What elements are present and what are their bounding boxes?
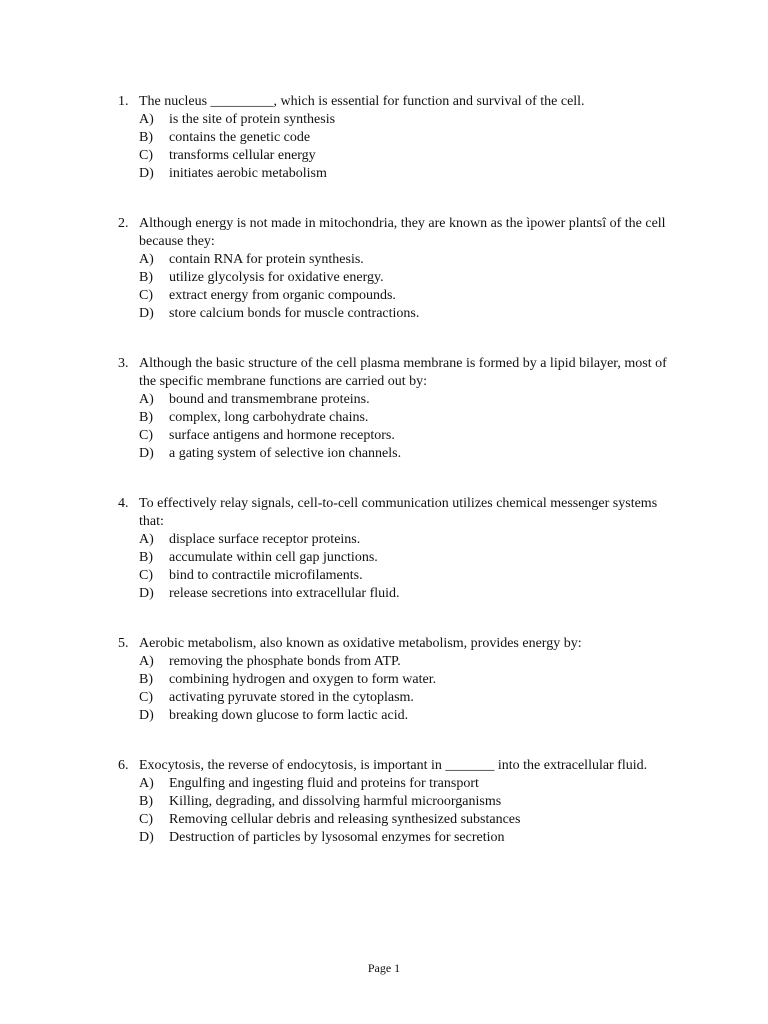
answer-choice-d [139,829,678,847]
choice-letter: A) [139,392,154,407]
question-number: 3. [118,356,129,371]
choice-letter: A) [139,654,154,669]
answer-choices [139,531,678,603]
choice-text: transforms cellular energy [169,148,316,163]
choice-letter: A) [139,252,154,267]
question-1 [118,93,678,183]
question-text: Although the basic structure of the cell plasma membrane is formed by a lipid bilayer, most of the specific membrane functions are carried out by: [139,356,667,389]
answer-choice-a [139,111,678,129]
choice-letter: C) [139,568,153,583]
answer-choice-c [139,287,678,305]
choice-text: contains the genetic code [169,130,311,145]
question-text: The nucleus _________, which is essential for function and survival of the cell. [139,94,585,109]
question-list [118,93,678,879]
answer-choice-c [139,147,678,165]
choice-text: a gating system of selective ion channels. [169,446,402,461]
choice-text: release secretions into extracellular fluid. [169,586,400,601]
choice-text: bind to contractile microfilaments. [169,568,363,583]
choice-text: complex, long carbohydrate chains. [169,410,369,425]
choice-text: Engulfing and ingesting fluid and proteins for transport [169,776,479,791]
choice-letter: C) [139,812,153,827]
choice-text: breaking down glucose to form lactic acid. [169,708,409,723]
answer-choices [139,775,678,847]
choice-letter: A) [139,532,154,547]
answer-choice-b [139,671,678,689]
answer-choice-b [139,129,678,147]
question-text: Aerobic metabolism, also known as oxidative metabolism, provides energy by: [139,636,582,651]
choice-letter: D) [139,306,154,321]
question-text: To effectively relay signals, cell-to-cell communication utilizes chemical messenger systems that: [139,496,665,529]
choice-letter: C) [139,148,153,163]
question-number: 5. [118,636,129,651]
choice-letter: C) [139,428,153,443]
choice-letter: B) [139,672,153,687]
choice-letter: C) [139,690,153,705]
question-6 [118,757,678,847]
answer-choices [139,111,678,183]
choice-letter: D) [139,708,154,723]
choice-letter: B) [139,270,153,285]
choice-text: displace surface receptor proteins. [169,532,361,547]
answer-choice-d [139,707,678,725]
answer-choice-d [139,585,678,603]
answer-choice-c [139,811,678,829]
choice-letter: B) [139,410,153,425]
choice-letter: C) [139,288,153,303]
question-3 [118,355,678,463]
answer-choice-d [139,445,678,463]
answer-choice-a [139,251,678,269]
choice-letter: D) [139,446,154,461]
question-2 [118,215,678,323]
choice-letter: B) [139,794,153,809]
choice-letter: D) [139,166,154,181]
choice-text: combining hydrogen and oxygen to form water. [169,672,437,687]
choice-letter: B) [139,550,153,565]
choice-text: Removing cellular debris and releasing synthesized substances [169,812,521,827]
answer-choice-d [139,305,678,323]
answer-choice-a [139,391,678,409]
question-text: Although energy is not made in mitochondria, they are known as the ìpower plantsî of the cell because they: [139,216,666,249]
answer-choice-b [139,409,678,427]
question-5 [118,635,678,725]
choice-text: contain RNA for protein synthesis. [169,252,364,267]
choice-letter: A) [139,112,154,127]
question-number: 4. [118,496,129,511]
page-footer [0,961,768,976]
answer-choice-a [139,775,678,793]
answer-choices [139,653,678,725]
choice-text: Killing, degrading, and dissolving harmful microorganisms [169,794,502,809]
choice-letter: D) [139,830,154,845]
question-4 [118,495,678,603]
answer-choice-b [139,549,678,567]
choice-text: extract energy from organic compounds. [169,288,396,303]
choice-text: store calcium bonds for muscle contractions. [169,306,420,321]
answer-choice-a [139,653,678,671]
choice-letter: B) [139,130,153,145]
choice-text: accumulate within cell gap junctions. [169,550,378,565]
answer-choice-c [139,567,678,585]
choice-text: removing the phosphate bonds from ATP. [169,654,401,669]
choice-letter: A) [139,776,154,791]
choice-text: utilize glycolysis for oxidative energy. [169,270,384,285]
answer-choices [139,251,678,323]
answer-choice-a [139,531,678,549]
answer-choice-b [139,793,678,811]
choice-text: is the site of protein synthesis [169,112,336,127]
answer-choice-c [139,427,678,445]
question-number: 1. [118,94,129,109]
choice-text: bound and transmembrane proteins. [169,392,370,407]
choice-letter: D) [139,586,154,601]
question-text: Exocytosis, the reverse of endocytosis, is important in _______ into the extracellular fluid. [139,758,648,773]
question-number: 6. [118,758,129,773]
page-number: Page 1 [367,961,401,975]
choice-text: Destruction of particles by lysosomal enzymes for secretion [169,830,505,845]
choice-text: initiates aerobic metabolism [169,166,327,181]
answer-choice-b [139,269,678,287]
answer-choices [139,391,678,463]
choice-text: activating pyruvate stored in the cytoplasm. [169,690,414,705]
answer-choice-c [139,689,678,707]
question-number: 2. [118,216,129,231]
choice-text: surface antigens and hormone receptors. [169,428,395,443]
answer-choice-d [139,165,678,183]
